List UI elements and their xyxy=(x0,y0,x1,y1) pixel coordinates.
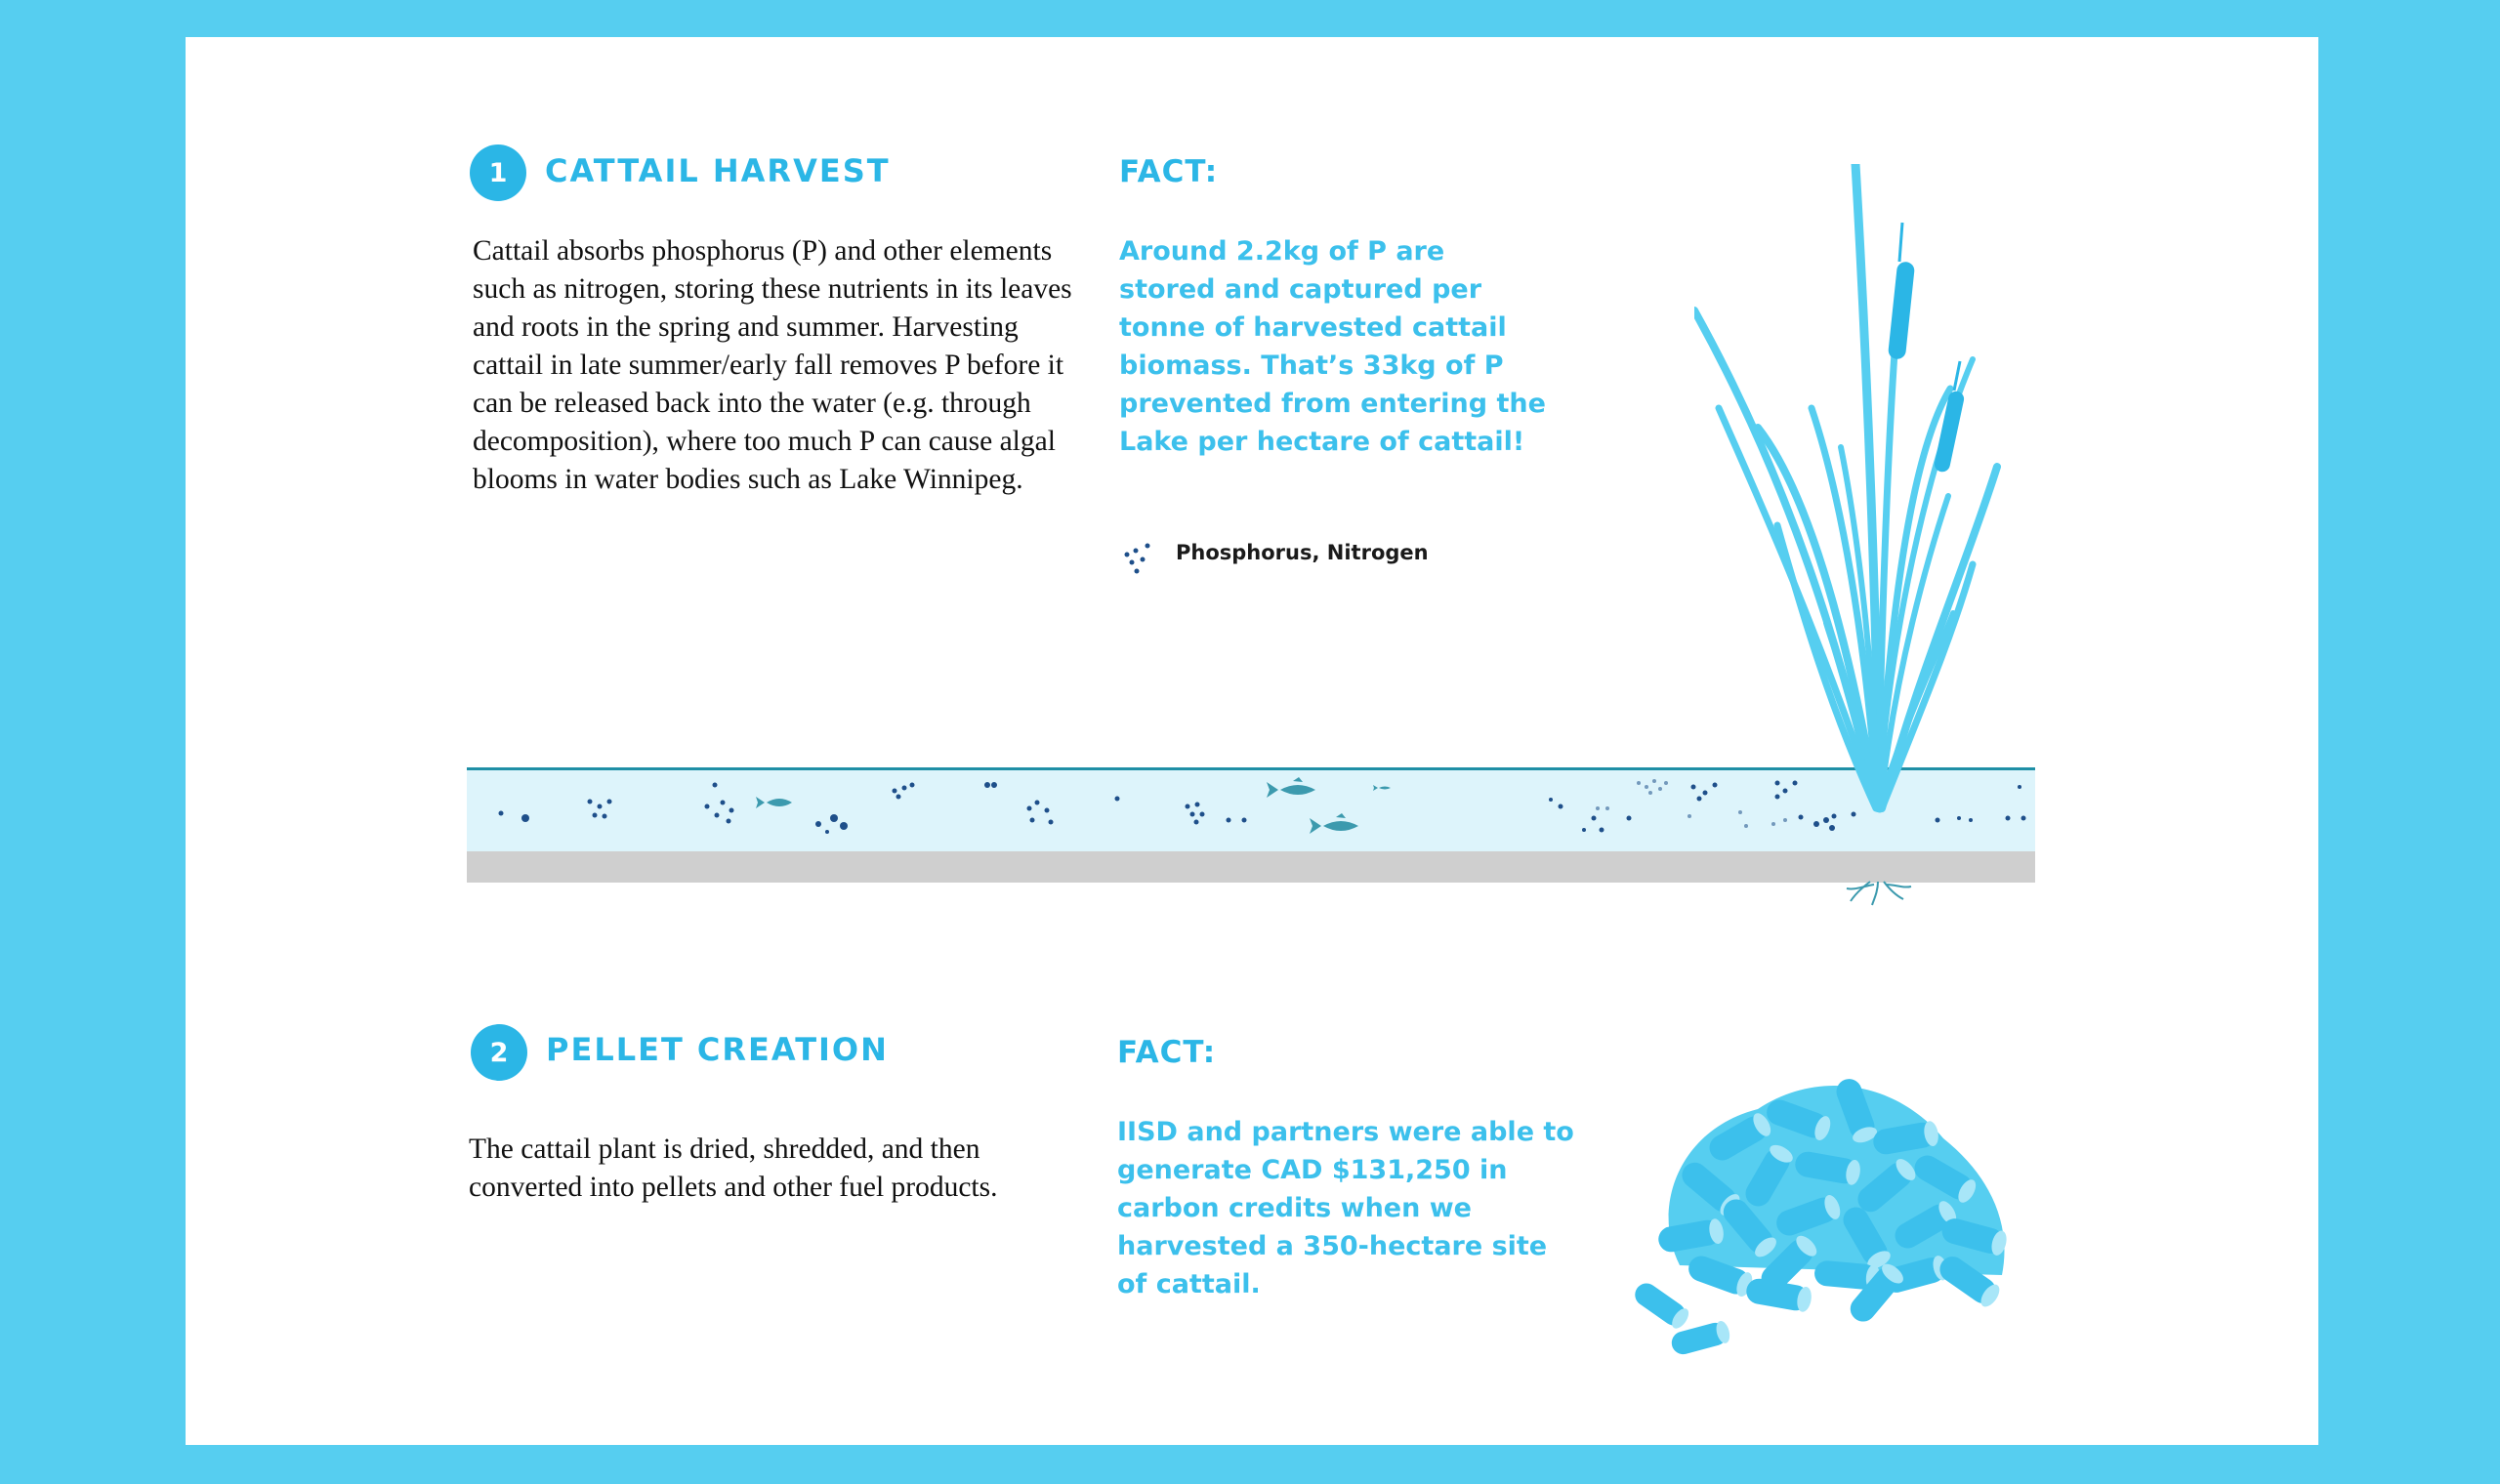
infographic-card xyxy=(186,37,2318,1445)
step-number-badge: 2 xyxy=(471,1024,527,1081)
step-number-badge: 1 xyxy=(470,144,526,201)
section-title: CATTAIL HARVEST xyxy=(545,152,891,189)
fact-label: FACT: xyxy=(1119,154,1219,189)
fact-label: FACT: xyxy=(1117,1035,1217,1070)
fact-text: IISD and partners were able to generate CAD $131,250 in carbon credits when we harvested a 350-hectare site of cattail. xyxy=(1117,1117,1574,1299)
section-body-text: Cattail absorbs phosphorus (P) and other elements such as nitrogen, storing these nutrients in its leaves and roots in the spring and summer. Harvesting cattail in late summer/early fall removes P before it can be released back into the water (e.g. through decomposition), where too much P can cause algal blooms in water bodies such as Lake Winnipeg. xyxy=(473,235,1072,495)
particles-icon xyxy=(1123,543,1152,576)
fact-text: Around 2.2kg of P are stored and captured per tonne of harvested cattail biomass. That’s 33kg of P prevented from entering the Lake per hectare of cattail! xyxy=(1119,236,1546,457)
pellet-pile-icon xyxy=(1621,1051,2031,1363)
cattail-plant-icon xyxy=(1694,164,2007,916)
section-title: PELLET CREATION xyxy=(546,1031,889,1068)
section-body-text: The cattail plant is dried, shredded, and then converted into pellets and other fuel products. xyxy=(469,1134,998,1203)
legend-label: Phosphorus, Nitrogen xyxy=(1176,541,1429,564)
